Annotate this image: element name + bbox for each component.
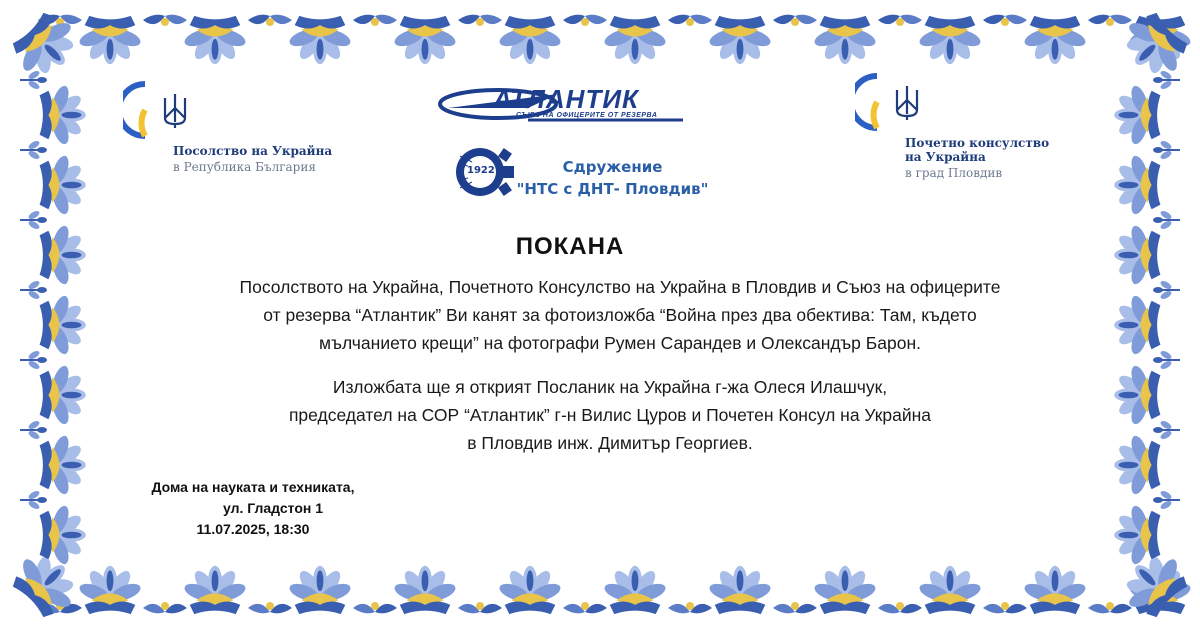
nts-label-line2: "НТС с ДНТ- Пловдив" — [516, 180, 709, 198]
embassy-emblem — [123, 80, 333, 174]
flower-ornament — [602, 16, 667, 64]
flower-ornament — [497, 566, 562, 614]
leaf-ornament — [563, 602, 607, 613]
sprig-ornament — [20, 419, 47, 440]
sprig-ornament — [1153, 279, 1180, 300]
paragraph-1-line: от резерва “Атлантик” Ви канят за фотоизложба “Война през два обектива: Там, където — [263, 305, 977, 325]
leaf-ornament — [143, 602, 187, 613]
embassy-subtitle: в Република България — [173, 160, 316, 174]
consulate-title-line2: на Украйна — [905, 150, 986, 164]
nts-year: 1922 — [467, 165, 495, 176]
embassy-title: Посолство на Украйна — [173, 144, 333, 158]
paragraph-1-line: Посолството на Украйна, Почетното Консулство на Украйна в Пловдив и Съюз на офицерите — [239, 277, 1001, 297]
flower-ornament — [1022, 16, 1087, 64]
flower-ornament — [1114, 154, 1160, 216]
sprig-ornament — [20, 209, 47, 230]
flower-ornament — [40, 294, 86, 356]
sprig-ornament — [20, 279, 47, 300]
leaf-ornament — [1088, 602, 1132, 613]
leaf-ornament — [983, 15, 1027, 26]
flower-ornament — [1114, 504, 1160, 566]
flower-ornament — [812, 16, 877, 64]
flower-ornament — [77, 566, 142, 614]
leaf-ornament — [563, 15, 607, 26]
flower-ornament — [40, 504, 86, 566]
leaf-ornament — [1088, 15, 1132, 26]
leaf-ornament — [248, 15, 292, 26]
flower-ornament — [707, 566, 772, 614]
flower-ornament — [40, 154, 86, 216]
leaf-ornament — [353, 602, 397, 613]
consulate-subtitle: в град Пловдив — [905, 166, 1003, 180]
sprig-ornament — [20, 69, 47, 90]
sprig-ornament — [1153, 349, 1180, 370]
trident-icon — [161, 92, 189, 130]
atlantic-tagline: СЪЮЗ НА ОФИЦЕРИТЕ ОТ РЕЗЕРВА — [516, 112, 658, 119]
trident-icon — [893, 84, 921, 122]
flower-ornament — [182, 566, 247, 614]
leaf-ornament — [248, 602, 292, 613]
atlantic-logo — [438, 80, 688, 126]
flower-ornament — [182, 16, 247, 64]
sprig-ornament — [1153, 139, 1180, 160]
sprig-ornament — [20, 349, 47, 370]
paragraph-2-line: в Пловдив инж. Димитър Георгиев. — [467, 433, 753, 453]
flower-ornament — [40, 84, 86, 146]
flower-ornament — [40, 364, 86, 426]
flower-ornament — [917, 566, 982, 614]
leaf-ornament — [668, 15, 712, 26]
venue-datetime: 11.07.2025, 18:30 — [196, 521, 310, 537]
nts-label-line1: Сдружение — [562, 158, 663, 176]
leaf-ornament — [878, 602, 922, 613]
invitation-paragraph-2 — [110, 373, 1110, 457]
venue-block — [118, 477, 388, 540]
page-title: ПОКАНА — [515, 233, 625, 260]
leaf-ornament — [458, 15, 502, 26]
leaf-ornament — [668, 602, 712, 613]
flower-ornament — [392, 566, 457, 614]
sprig-ornament — [1153, 209, 1180, 230]
flower-ornament — [812, 566, 877, 614]
invitation-paragraph-1 — [120, 273, 1120, 357]
sprig-ornament — [1153, 419, 1180, 440]
flower-ornament — [1114, 84, 1160, 146]
flower-ornament — [1114, 434, 1160, 496]
flower-ornament — [707, 16, 772, 64]
flower-ornament — [77, 16, 142, 64]
paragraph-2-line: председател на СОР “Атлантик” г-н Вилис Цуров и Почетен Консул на Украйна — [288, 405, 932, 425]
flower-ornament — [40, 434, 86, 496]
sprig-ornament — [20, 139, 47, 160]
leaf-ornament — [878, 15, 922, 26]
flower-ornament — [392, 16, 457, 64]
leaf-ornament — [773, 602, 817, 613]
nts-label — [505, 156, 720, 200]
leaf-ornament — [353, 15, 397, 26]
flower-ornament — [917, 16, 982, 64]
leaf-ornament — [983, 602, 1027, 613]
consulate-title-line1: Почетно консулство — [905, 136, 1050, 150]
atlantic-name: АТЛАНТИК — [493, 84, 640, 114]
flower-ornament — [1114, 364, 1160, 426]
sprig-ornament — [1153, 489, 1180, 510]
consulate-emblem — [855, 72, 1050, 180]
flower-ornament — [287, 566, 352, 614]
venue-street: ул. Гладстон 1 — [222, 500, 324, 516]
sprig-ornament — [20, 489, 47, 510]
paragraph-1-line: мълчанието крещи” на фотографи Румен Сарандев и Олександър Барон. — [319, 333, 921, 353]
sprig-ornament — [1153, 69, 1180, 90]
flower-ornament — [1022, 566, 1087, 614]
paragraph-2-line: Изложбата ще я открият Посланик на Украйна г-жа Олеся Илашчук, — [332, 377, 888, 397]
flower-ornament — [1114, 294, 1160, 356]
leaf-ornament — [143, 15, 187, 26]
venue-place: Дома на науката и техниката, — [151, 479, 355, 495]
flower-ornament — [497, 16, 562, 64]
leaf-ornament — [458, 602, 502, 613]
flower-ornament — [287, 16, 352, 64]
flower-ornament — [602, 566, 667, 614]
leaf-ornament — [773, 15, 817, 26]
